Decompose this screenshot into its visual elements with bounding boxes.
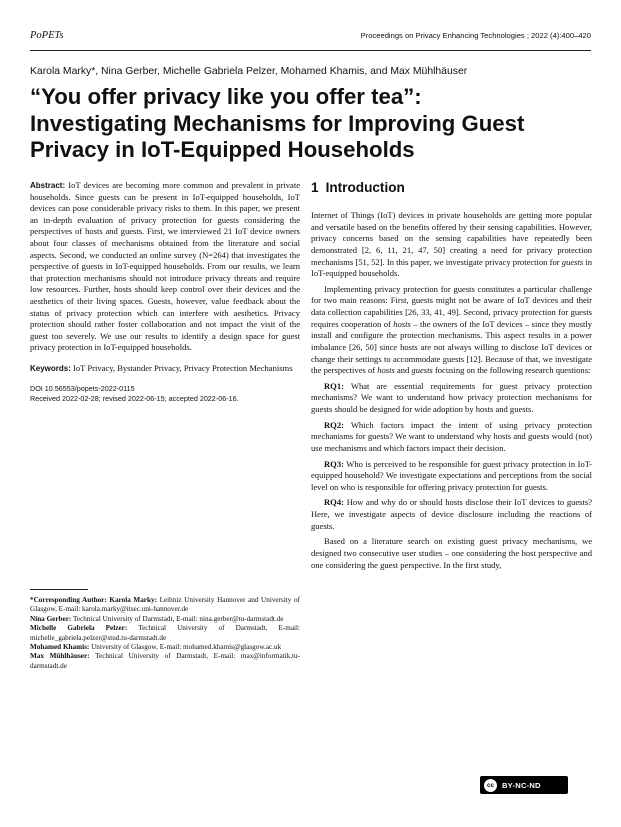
rq-text: Who is perceived to be responsible for guest privacy protection in IoT-equipped household? We investigate expectations and perceptions from the social level on who is responsible for offering privacy protection for guests. xyxy=(311,458,593,492)
right-column xyxy=(311,180,592,575)
author-list: Karola Marky*, Nina Gerber, Michelle Gabriela Pelzer, Mohamed Khamis, and Max Mühlhäuser xyxy=(30,66,468,77)
footnote-text: Technical University of Darmstadt, E-mail: nina.gerber@tu-darmstadt.de xyxy=(73,614,284,623)
license-text: BY-NC-ND xyxy=(502,780,541,790)
emphasis: guests xyxy=(411,365,433,376)
abstract-label: Abstract: xyxy=(30,181,66,190)
text-run: and xyxy=(396,365,410,376)
rq-label: RQ3: xyxy=(324,458,344,469)
text-run: Implementing privacy protection for guests constitutes a particular challenge for two main reasons: First, guests might not be aware of IoT devices and their data collection capabilities [26, 33, 41, 49]. Second, privacy protection for guests requires cooperation of xyxy=(311,283,592,329)
left-column xyxy=(30,180,300,405)
rq-text: How and why do or should hosts disclose their IoT devices to guests? Here, we investigate aspects of device disclosure including the reactions of guests. xyxy=(311,497,592,531)
title-line: Privacy in IoT-Equipped Households xyxy=(30,137,415,162)
title-line: Investigating Mechanisms for Improving Guest xyxy=(30,110,525,136)
paragraph: Based on a literature search on existing guest privacy mechanisms, we designed two consecutive user studies – one considering the host perspective and one considering the guest perspective. In the first study, xyxy=(311,536,592,570)
received-dates: Received 2022-02-28; revised 2022-06-15; accepted 2022-06-16. xyxy=(30,394,239,403)
research-question xyxy=(311,381,592,416)
abstract xyxy=(30,180,300,354)
section-title: Introduction xyxy=(325,180,405,195)
footnote-name: Michelle Gabriela Pelzer: xyxy=(30,624,128,633)
footnote-rule xyxy=(30,589,88,590)
author-footnotes xyxy=(30,596,300,671)
footnote xyxy=(30,596,300,615)
doi: DOI 10.56553/popets-2022-0115 xyxy=(30,383,135,393)
paper-title xyxy=(30,84,590,164)
text-run: Internet of Things (IoT) devices in private households are getting more popular and versatile based on the benefits offered by their sensing capabilities. However, privacy concerns based on the sensing capabilities have repeatedly been demonstrated [2, 6, 11, 21, 47, 50] creating a need for privacy protection mechanisms [51, 52]. In this paper, we investigate privacy protection for xyxy=(311,210,592,267)
research-question xyxy=(311,497,592,532)
research-question xyxy=(311,459,592,494)
footnote xyxy=(30,615,300,624)
rq-label: RQ4: xyxy=(324,497,344,508)
rq-label: RQ2: xyxy=(324,419,344,430)
intro-body xyxy=(311,210,592,571)
emphasis: hosts xyxy=(377,365,395,376)
cc-license-badge[interactable] xyxy=(480,776,568,794)
footnote xyxy=(30,652,300,671)
footnote-name: Nina Gerber: xyxy=(30,614,72,623)
text-run: focusing on the following research questions: xyxy=(434,365,591,376)
rq-label: RQ1: xyxy=(324,380,344,391)
emphasis: hosts xyxy=(393,318,411,329)
rq-text: What are essential requirements for guest privacy protection mechanisms? We want to understand how privacy protection mechanisms for guests should be designed for wide adoption by hosts and guests. xyxy=(311,380,593,414)
journal-name: PoPETs xyxy=(30,30,64,41)
research-question xyxy=(311,420,592,455)
section-heading xyxy=(311,180,592,210)
doi-block xyxy=(30,384,300,405)
footnote-name: Max Mühlhäuser: xyxy=(30,652,90,661)
footnote xyxy=(30,624,300,643)
footnote-text: Leibniz University Hannover and University of Glasgow, E-mail: karola.marky@itsec.uni-hannover.de xyxy=(30,596,301,614)
footnote xyxy=(30,643,300,652)
footnote-name: Mohamed Khamis: xyxy=(30,643,90,652)
footnote-text: University of Glasgow, E-mail: mohamed.khamis@glasgow.ac.uk xyxy=(91,643,282,652)
abstract-text: IoT devices are becoming more common and prevalent in private households. Since guests can be present in IoT-equipped households, IoT devices can pose considerable privacy risks to them. In this paper, we present an in-depth evaluation of privacy protection for guests considering the perspectives of hosts and guests. First, we interviewed 21 IoT device owners about four classes of mechanisms obtained from the literature and social aspects. Second, we conducted an online survey (N=264) that investigates the perspective of guests in IoT-equipped households. From our results, we learn that protection mechanisms should not introduce privacy threats and require low resources. Further, hosts should keep control over their devices and the aesthetics of their living spaces. Guests, however, value feedback about the status of privacy protection which can interfere with aesthetics. Privacy protection should rather foster collaboration and not impact the visit of the guest too severely. We use our results to identify a design space for guest privacy protection in IoT-equipped households. xyxy=(30,180,300,353)
emphasis: guests xyxy=(561,256,584,267)
footnote-text: Technical University of Darmstadt, E-mail: max@informatik.tu-darmstadt.de xyxy=(30,652,301,670)
paragraph xyxy=(311,210,592,280)
text-run: in IoT-equipped households. xyxy=(311,256,593,279)
rq-text: Which factors impact the intent of using privacy protection mechanisms for guests? We want to understand why hosts and guests would (not) use mechanisms and which factors impact their decision. xyxy=(311,419,592,453)
keywords-label: Keywords: xyxy=(30,363,71,373)
header-rule xyxy=(30,50,591,51)
section-number: 1 xyxy=(311,180,319,195)
cc-icon: cc xyxy=(484,779,497,792)
keywords xyxy=(30,363,300,375)
footnote-text: Technical University of Darmstadt, E-mail: michelle_gabriela.pelzer@stud.tu-darmstadt.de xyxy=(30,624,300,642)
running-header xyxy=(30,30,591,46)
keywords-text: IoT Privacy, Bystander Privacy, Privacy Protection Mechanisms xyxy=(73,362,293,373)
title-line: “You offer privacy like you offer tea”: xyxy=(30,84,422,109)
text-run: – the owners of the IoT devices – since they mostly install and configure the protection mechanisms. This aspect results in a power imbalance [26, 50] since hosts are not always willing to disclose IoT devices or change their settings to accommodate guests [12]. Because of that, we investigate the perspectives of xyxy=(311,318,593,376)
paragraph xyxy=(311,284,592,377)
proceedings-info: Proceedings on Privacy Enhancing Technologies ; 2022 (4):400–420 xyxy=(360,31,591,40)
footnote-name: *Corresponding Author: Karola Marky: xyxy=(30,596,157,604)
